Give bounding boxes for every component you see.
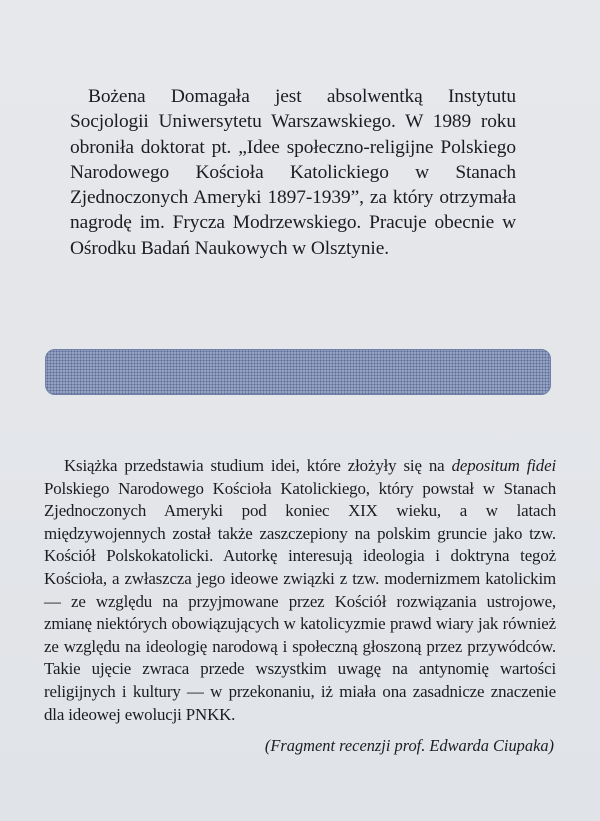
review-attribution: (Fragment recenzji prof. Edwarda Ciupaka) — [264, 736, 554, 755]
book-description-paragraph — [44, 455, 556, 726]
decorative-divider-bar — [45, 349, 551, 395]
description-body-text: Polskiego Narodowego Kościoła Katolickiego, który powstał w Stanach Zjednoczonych Ameryki pod koniec XIX wieku, a w latach międzywojennych został także zaszczepiony na polskim gruncie jako tzw. Kościół Polskokatolicki. Autorkę interesują ideologia i doktryna tegoż Kościoła, a zwłaszcza jego ideowe związki z tzw. modernizmem katolickim — ze względu na przyjmowane przez Kościół rozwiązania ustrojowe, zmianę niektórych obowiązujących w katolicyzmie prawd wiary jak również ze względu na ideologię narodową i społeczną głoszoną przez przywódców. Takie ujęcie zwraca przede wszystkim uwagę na antynomię wartości religijnych i kultury — w przekonaniu, iż miała ona zasadnicze znaczenie dla ideowej ewolucji PNKK. — [44, 478, 556, 724]
author-bio-paragraph: Bożena Domagała jest absolwentką Instytutu Socjologii Uniwersytetu Warszawskiego. W 1989 roku obroniła doktorat pt. „Idee społeczno-religijne Polskiego Narodowego Kościoła Katolickiego w Stanach Zjednoczonych Ameryki 1897-1939”, za który otrzymała nagrodę im. Frycza Modrzewskiego. Pracuje obecnie w Ośrodku Badań Naukowych w Olsztynie. — [70, 86, 516, 259]
description-lead-text: Książka przedstawia studium idei, które złożyły się na — [64, 456, 452, 475]
description-italic-term: depositum fidei — [451, 456, 556, 475]
